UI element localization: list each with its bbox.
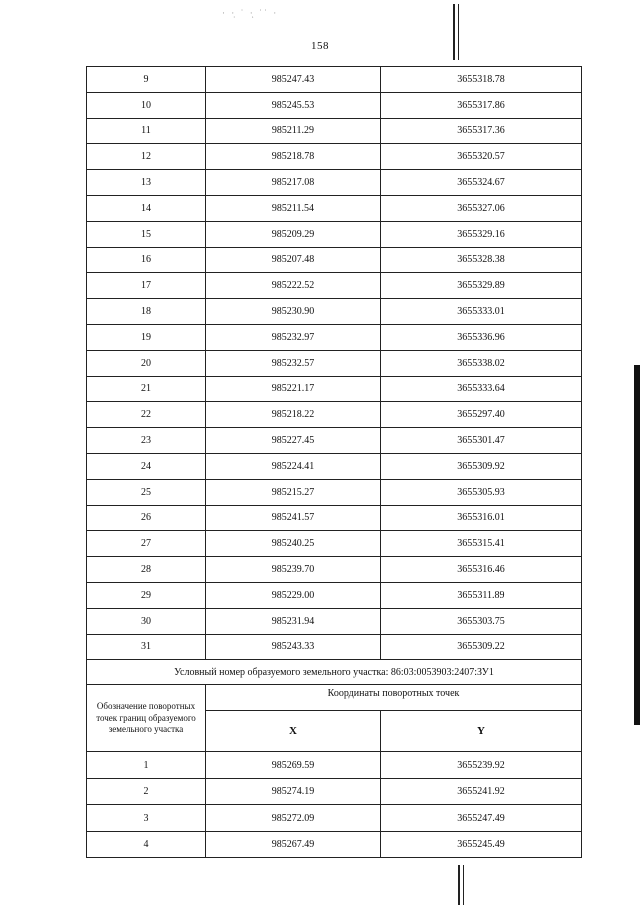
- point-number-cell: 24: [87, 453, 206, 479]
- table-row: [87, 118, 582, 144]
- table-row: [87, 557, 582, 583]
- point-number-cell: 12: [87, 144, 206, 170]
- point-number-cell: 17: [87, 273, 206, 299]
- y-coordinate-cell: 3655247.49: [381, 805, 582, 832]
- y-coordinate-cell: 3655333.01: [381, 299, 582, 325]
- y-coordinate-cell: 3655320.57: [381, 144, 582, 170]
- y-coordinate-cell: 3655239.92: [381, 752, 582, 779]
- point-number-cell: 31: [87, 634, 206, 660]
- point-number-cell: 1: [87, 752, 206, 779]
- y-coordinate-cell: 3655315.41: [381, 531, 582, 557]
- table-row: [87, 805, 582, 832]
- x-coordinate-cell: 985211.29: [206, 118, 381, 144]
- y-coordinate-cell: 3655297.40: [381, 402, 582, 428]
- scan-edge-mark-bottom: [458, 865, 460, 905]
- header-point-designation: Обозначение поворотных точек границ образуемого земельного участка: [87, 685, 206, 752]
- point-number-cell: 30: [87, 608, 206, 634]
- x-coordinate-cell: 985274.19: [206, 778, 381, 805]
- x-coordinate-cell: 985239.70: [206, 557, 381, 583]
- table-row: [87, 634, 582, 660]
- point-number-cell: 9: [87, 67, 206, 93]
- table-row: [87, 453, 582, 479]
- x-coordinate-cell: 985227.45: [206, 428, 381, 454]
- point-number-cell: 20: [87, 350, 206, 376]
- point-number-cell: 10: [87, 92, 206, 118]
- point-number-cell: 21: [87, 376, 206, 402]
- point-number-cell: 27: [87, 531, 206, 557]
- x-coordinate-cell: 985217.08: [206, 170, 381, 196]
- point-number-cell: 19: [87, 324, 206, 350]
- coordinates-table: [86, 66, 582, 858]
- x-coordinate-cell: 985230.90: [206, 299, 381, 325]
- point-number-cell: 11: [87, 118, 206, 144]
- point-number-cell: 28: [87, 557, 206, 583]
- table-row: [87, 608, 582, 634]
- y-coordinate-cell: 3655309.22: [381, 634, 582, 660]
- table-row: [87, 67, 582, 93]
- table-row: [87, 531, 582, 557]
- y-coordinate-cell: 3655336.96: [381, 324, 582, 350]
- x-coordinate-cell: 985240.25: [206, 531, 381, 557]
- page-number: 158: [311, 40, 329, 52]
- x-coordinate-cell: 985232.97: [206, 324, 381, 350]
- point-number-cell: 4: [87, 831, 206, 858]
- x-coordinate-cell: 985241.57: [206, 505, 381, 531]
- header-y: Y: [381, 711, 582, 752]
- y-coordinate-cell: 3655328.38: [381, 247, 582, 273]
- x-coordinate-cell: 985231.94: [206, 608, 381, 634]
- y-coordinate-cell: 3655316.01: [381, 505, 582, 531]
- y-coordinate-cell: 3655305.93: [381, 479, 582, 505]
- point-number-cell: 3: [87, 805, 206, 832]
- x-coordinate-cell: 985232.57: [206, 350, 381, 376]
- table-row: [87, 195, 582, 221]
- table-row: [87, 273, 582, 299]
- table-row: [87, 402, 582, 428]
- point-number-cell: 14: [87, 195, 206, 221]
- table-row: [87, 324, 582, 350]
- point-number-cell: 18: [87, 299, 206, 325]
- header-x: X: [206, 711, 381, 752]
- y-coordinate-cell: 3655303.75: [381, 608, 582, 634]
- point-number-cell: 26: [87, 505, 206, 531]
- x-coordinate-cell: 985224.41: [206, 453, 381, 479]
- point-number-cell: 25: [87, 479, 206, 505]
- point-number-cell: 23: [87, 428, 206, 454]
- point-number-cell: 16: [87, 247, 206, 273]
- x-coordinate-cell: 985215.27: [206, 479, 381, 505]
- y-coordinate-cell: 3655309.92: [381, 453, 582, 479]
- x-coordinate-cell: 985218.22: [206, 402, 381, 428]
- y-coordinate-cell: 3655324.67: [381, 170, 582, 196]
- table-row: [87, 350, 582, 376]
- x-coordinate-cell: 985243.33: [206, 634, 381, 660]
- point-number-cell: 13: [87, 170, 206, 196]
- scan-margin-bar: [634, 365, 640, 725]
- table-row: [87, 505, 582, 531]
- table-row: [87, 144, 582, 170]
- table-row: [87, 582, 582, 608]
- table-row: [87, 428, 582, 454]
- y-coordinate-cell: 3655317.36: [381, 118, 582, 144]
- y-coordinate-cell: 3655329.16: [381, 221, 582, 247]
- x-coordinate-cell: 985209.29: [206, 221, 381, 247]
- table-row: [87, 221, 582, 247]
- x-coordinate-cell: 985272.09: [206, 805, 381, 832]
- table-row: [87, 299, 582, 325]
- x-coordinate-cell: 985229.00: [206, 582, 381, 608]
- y-coordinate-cell: 3655333.64: [381, 376, 582, 402]
- header-coordinates: Координаты поворотных точек: [206, 685, 582, 711]
- table-row: [87, 752, 582, 779]
- scan-noise-top: · ·̣ ˙ ·ͅ ˙˙ ·: [222, 8, 279, 18]
- y-coordinate-cell: 3655311.89: [381, 582, 582, 608]
- y-coordinate-cell: 3655245.49: [381, 831, 582, 858]
- x-coordinate-cell: 985247.43: [206, 67, 381, 93]
- x-coordinate-cell: 985221.17: [206, 376, 381, 402]
- point-number-cell: 2: [87, 778, 206, 805]
- y-coordinate-cell: 3655317.86: [381, 92, 582, 118]
- x-coordinate-cell: 985211.54: [206, 195, 381, 221]
- x-coordinate-cell: 985207.48: [206, 247, 381, 273]
- point-number-cell: 29: [87, 582, 206, 608]
- y-coordinate-cell: 3655329.89: [381, 273, 582, 299]
- point-number-cell: 15: [87, 221, 206, 247]
- scan-edge-mark-bottom-2: [463, 865, 464, 905]
- x-coordinate-cell: 985218.78: [206, 144, 381, 170]
- parcel-number-title: Условный номер образуемого земельного участка: 86:03:0053903:2407:ЗУ1: [87, 660, 582, 685]
- x-coordinate-cell: 985245.53: [206, 92, 381, 118]
- table-row: [87, 92, 582, 118]
- y-coordinate-cell: 3655301.47: [381, 428, 582, 454]
- point-number-cell: 22: [87, 402, 206, 428]
- table-row: [87, 831, 582, 858]
- y-coordinate-cell: 3655327.06: [381, 195, 582, 221]
- table-row: [87, 479, 582, 505]
- table-row: [87, 376, 582, 402]
- table-row: [87, 170, 582, 196]
- table-row: [87, 247, 582, 273]
- x-coordinate-cell: 985269.59: [206, 752, 381, 779]
- x-coordinate-cell: 985267.49: [206, 831, 381, 858]
- y-coordinate-cell: 3655338.02: [381, 350, 582, 376]
- y-coordinate-cell: 3655316.46: [381, 557, 582, 583]
- x-coordinate-cell: 985222.52: [206, 273, 381, 299]
- y-coordinate-cell: 3655318.78: [381, 67, 582, 93]
- y-coordinate-cell: 3655241.92: [381, 778, 582, 805]
- table-row: [87, 778, 582, 805]
